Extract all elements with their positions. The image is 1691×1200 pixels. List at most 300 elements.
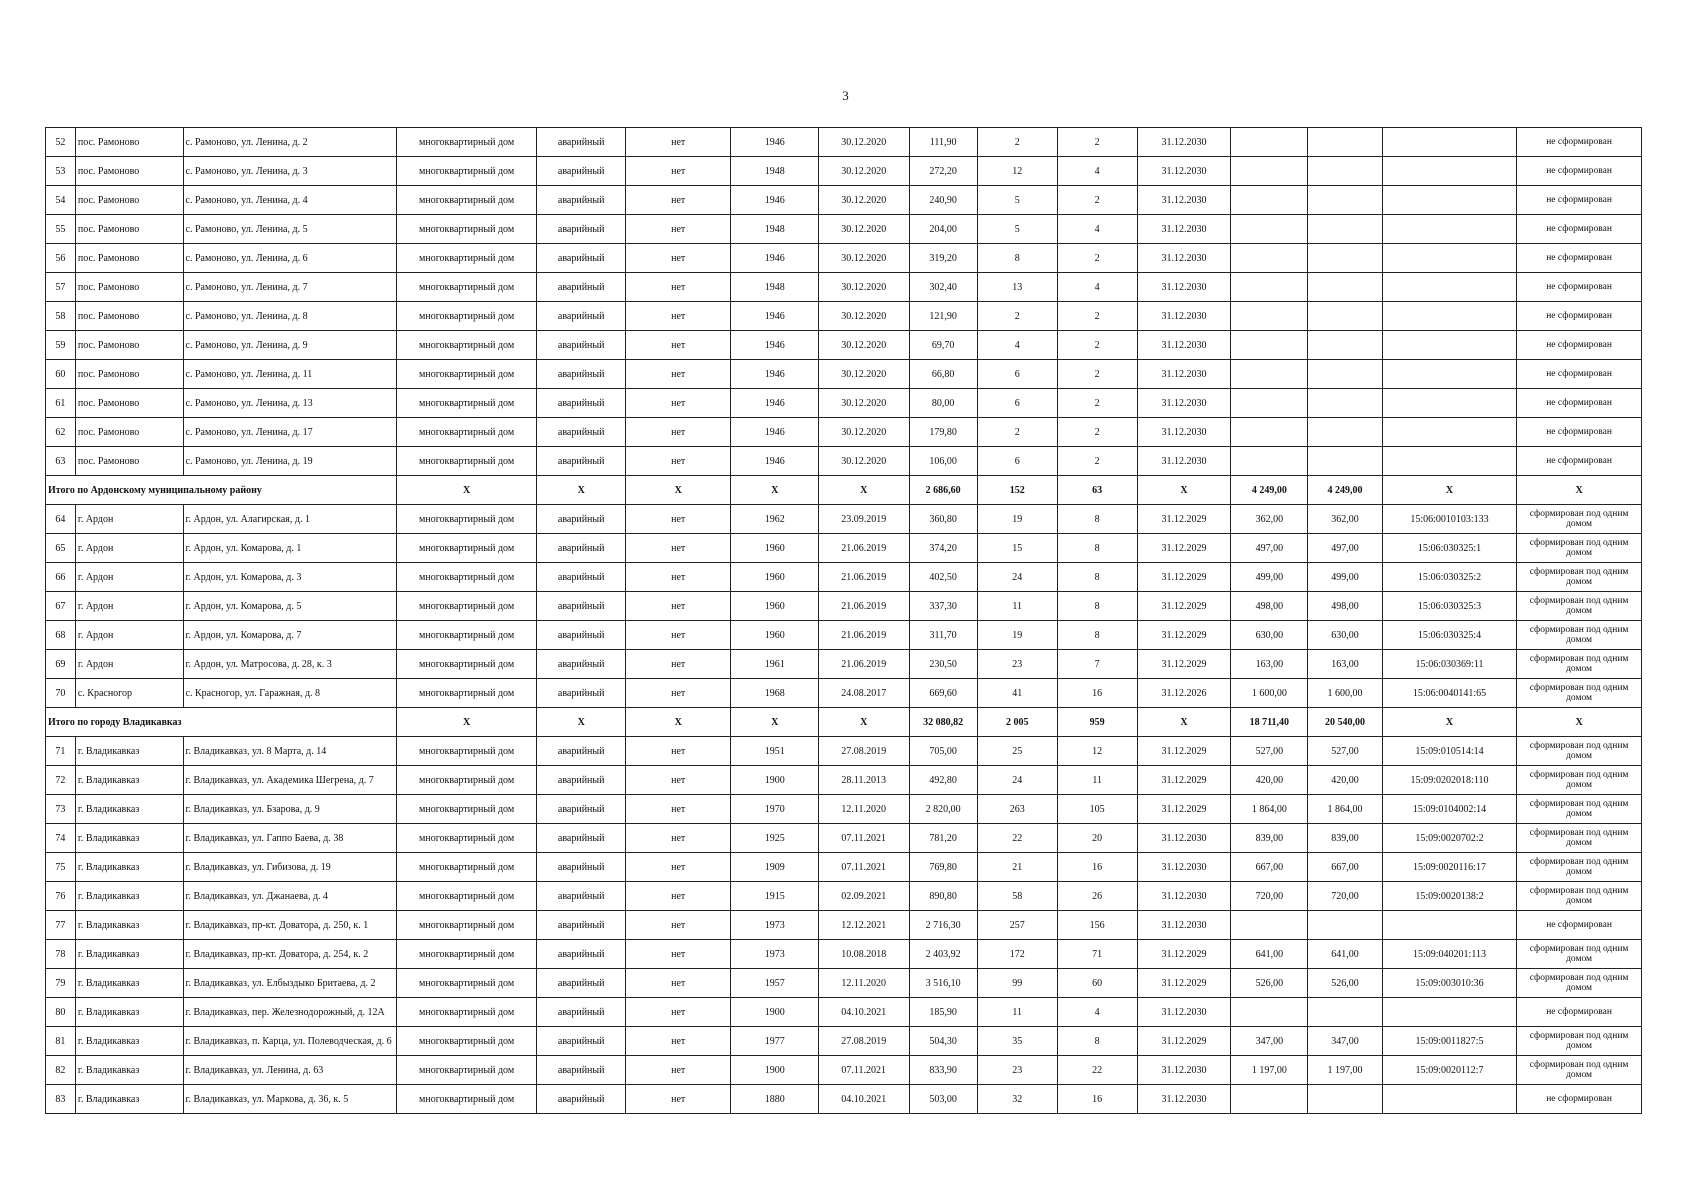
cell-area: 204,00 xyxy=(909,215,977,244)
cell-recognition-date: 12.11.2020 xyxy=(818,795,909,824)
cell-residents: 5 xyxy=(977,186,1057,215)
cell-condition: аварийный xyxy=(537,795,625,824)
cell-land-area: 527,00 xyxy=(1231,737,1308,766)
cell-apartments: 2 xyxy=(1057,128,1137,157)
cell-recognized-status: нет xyxy=(625,302,731,331)
cell-land-area: 526,00 xyxy=(1231,969,1308,998)
table-row xyxy=(46,563,1642,592)
cell-recognition-date: 30.12.2020 xyxy=(818,157,909,186)
cell-cadastral-number xyxy=(1382,447,1516,476)
cell-land-area: 362,00 xyxy=(1231,505,1308,534)
total-cell-condition: X xyxy=(537,708,625,737)
cell-address: г. Владикавказ, ул. Ленина, д. 63 xyxy=(183,1056,396,1085)
cell-recognition-date: 10.08.2018 xyxy=(818,940,909,969)
cell-recognition-date: 30.12.2020 xyxy=(818,128,909,157)
cell-residents: 19 xyxy=(977,621,1057,650)
cell-land-status: сформирован под одним домом xyxy=(1517,766,1642,795)
cell-building-type: многоквартирный дом xyxy=(396,302,537,331)
cell-row-number: 81 xyxy=(46,1027,76,1056)
cell-residents: 11 xyxy=(977,998,1057,1027)
cell-land-area: 1 864,00 xyxy=(1231,795,1308,824)
cell-area: 179,80 xyxy=(909,418,977,447)
cell-cadastral-number: 15:09:0020112:7 xyxy=(1382,1056,1516,1085)
cell-row-number: 67 xyxy=(46,592,76,621)
cell-apartments: 20 xyxy=(1057,824,1137,853)
cell-year-built: 1900 xyxy=(731,1056,818,1085)
cell-land-area-formed: 1 197,00 xyxy=(1308,1056,1383,1085)
cell-land-area xyxy=(1231,215,1308,244)
total-cell-year-built: X xyxy=(731,708,818,737)
cell-land-area-formed: 527,00 xyxy=(1308,737,1383,766)
cell-condition: аварийный xyxy=(537,215,625,244)
cell-year-built: 1948 xyxy=(731,157,818,186)
cell-land-status: сформирован под одним домом xyxy=(1517,1027,1642,1056)
cell-building-type: многоквартирный дом xyxy=(396,447,537,476)
cell-apartments: 2 xyxy=(1057,360,1137,389)
cell-building-type: многоквартирный дом xyxy=(396,360,537,389)
table-row xyxy=(46,331,1642,360)
total-cell-resettlement-deadline: X xyxy=(1137,708,1231,737)
cell-address: г. Владикавказ, пр-кт. Доватора, д. 254, к. 2 xyxy=(183,940,396,969)
table-row xyxy=(46,1085,1642,1114)
cell-recognized-status: нет xyxy=(625,882,731,911)
cell-row-number: 66 xyxy=(46,563,76,592)
cell-cadastral-number: 15:06:030325:3 xyxy=(1382,592,1516,621)
cell-residents: 25 xyxy=(977,737,1057,766)
cell-cadastral-number xyxy=(1382,418,1516,447)
cell-row-number: 52 xyxy=(46,128,76,157)
cell-recognized-status: нет xyxy=(625,418,731,447)
cell-land-area xyxy=(1231,186,1308,215)
cell-row-number: 74 xyxy=(46,824,76,853)
cell-apartments: 4 xyxy=(1057,273,1137,302)
cell-address: с. Рамоново, ул. Ленина, д. 19 xyxy=(183,447,396,476)
cell-row-number: 58 xyxy=(46,302,76,331)
cell-address: г. Ардон, ул. Матросова, д. 28, к. 3 xyxy=(183,650,396,679)
total-cell-land-area-formed: 4 249,00 xyxy=(1308,476,1383,505)
cell-year-built: 1960 xyxy=(731,563,818,592)
total-cell-land-status: X xyxy=(1517,708,1642,737)
table-row xyxy=(46,1027,1642,1056)
cell-year-built: 1951 xyxy=(731,737,818,766)
cell-recognized-status: нет xyxy=(625,969,731,998)
cell-row-number: 68 xyxy=(46,621,76,650)
cell-row-number: 65 xyxy=(46,534,76,563)
total-cell-residents: 152 xyxy=(977,476,1057,505)
cell-condition: аварийный xyxy=(537,1085,625,1114)
cell-condition: аварийный xyxy=(537,505,625,534)
cell-land-area-formed xyxy=(1308,273,1383,302)
cell-residents: 32 xyxy=(977,1085,1057,1114)
cell-land-area-formed xyxy=(1308,186,1383,215)
cell-residents: 2 xyxy=(977,128,1057,157)
cell-building-type: многоквартирный дом xyxy=(396,592,537,621)
cell-condition: аварийный xyxy=(537,911,625,940)
cell-land-status: сформирован под одним домом xyxy=(1517,737,1642,766)
cell-recognition-date: 21.06.2019 xyxy=(818,563,909,592)
cell-land-area-formed: 163,00 xyxy=(1308,650,1383,679)
cell-row-number: 72 xyxy=(46,766,76,795)
cell-recognition-date: 24.08.2017 xyxy=(818,679,909,708)
cell-cadastral-number: 15:09:0011827:5 xyxy=(1382,1027,1516,1056)
cell-building-type: многоквартирный дом xyxy=(396,969,537,998)
cell-condition: аварийный xyxy=(537,650,625,679)
cell-row-number: 82 xyxy=(46,1056,76,1085)
cell-recognition-date: 30.12.2020 xyxy=(818,244,909,273)
cell-land-area: 641,00 xyxy=(1231,940,1308,969)
table-row xyxy=(46,534,1642,563)
cell-land-status: сформирован под одним домом xyxy=(1517,882,1642,911)
cell-address: с. Рамоново, ул. Ленина, д. 7 xyxy=(183,273,396,302)
cell-recognized-status: нет xyxy=(625,505,731,534)
cell-address: с. Рамоново, ул. Ленина, д. 9 xyxy=(183,331,396,360)
cell-condition: аварийный xyxy=(537,853,625,882)
cell-year-built: 1925 xyxy=(731,824,818,853)
cell-apartments: 71 xyxy=(1057,940,1137,969)
cell-resettlement-deadline: 31.12.2030 xyxy=(1137,215,1231,244)
cell-land-status: не сформирован xyxy=(1517,215,1642,244)
cell-building-type: многоквартирный дом xyxy=(396,650,537,679)
cell-cadastral-number: 15:09:010514:14 xyxy=(1382,737,1516,766)
cell-row-number: 61 xyxy=(46,389,76,418)
cell-land-area-formed: 720,00 xyxy=(1308,882,1383,911)
cell-year-built: 1961 xyxy=(731,650,818,679)
cell-apartments: 16 xyxy=(1057,679,1137,708)
cell-recognized-status: нет xyxy=(625,244,731,273)
cell-address: г. Владикавказ, ул. Бзарова, д. 9 xyxy=(183,795,396,824)
cell-area: 106,00 xyxy=(909,447,977,476)
cell-resettlement-deadline: 31.12.2030 xyxy=(1137,1056,1231,1085)
cell-area: 69,70 xyxy=(909,331,977,360)
cell-settlement: г. Ардон xyxy=(75,650,183,679)
cell-row-number: 56 xyxy=(46,244,76,273)
cell-area: 492,80 xyxy=(909,766,977,795)
cell-cadastral-number: 15:06:030325:2 xyxy=(1382,563,1516,592)
cell-settlement: г. Владикавказ xyxy=(75,998,183,1027)
cell-land-area xyxy=(1231,389,1308,418)
cell-building-type: многоквартирный дом xyxy=(396,766,537,795)
cell-address: с. Рамоново, ул. Ленина, д. 13 xyxy=(183,389,396,418)
cell-apartments: 2 xyxy=(1057,418,1137,447)
cell-row-number: 63 xyxy=(46,447,76,476)
cell-recognition-date: 30.12.2020 xyxy=(818,186,909,215)
cell-area: 890,80 xyxy=(909,882,977,911)
cell-row-number: 62 xyxy=(46,418,76,447)
cell-settlement: пос. Рамоново xyxy=(75,128,183,157)
cell-settlement: г. Владикавказ xyxy=(75,1027,183,1056)
cell-resettlement-deadline: 31.12.2030 xyxy=(1137,882,1231,911)
cell-residents: 35 xyxy=(977,1027,1057,1056)
cell-land-area xyxy=(1231,360,1308,389)
cell-land-area-formed: 420,00 xyxy=(1308,766,1383,795)
cell-settlement: г. Владикавказ xyxy=(75,737,183,766)
cell-residents: 23 xyxy=(977,650,1057,679)
table-row xyxy=(46,650,1642,679)
cell-area: 311,70 xyxy=(909,621,977,650)
cell-settlement: г. Владикавказ xyxy=(75,853,183,882)
table-row xyxy=(46,766,1642,795)
cell-residents: 19 xyxy=(977,505,1057,534)
cell-resettlement-deadline: 31.12.2029 xyxy=(1137,1027,1231,1056)
cell-building-type: многоквартирный дом xyxy=(396,1085,537,1114)
cell-resettlement-deadline: 31.12.2030 xyxy=(1137,1085,1231,1114)
cell-year-built: 1960 xyxy=(731,621,818,650)
cell-area: 3 516,10 xyxy=(909,969,977,998)
cell-residents: 5 xyxy=(977,215,1057,244)
cell-settlement: г. Владикавказ xyxy=(75,882,183,911)
cell-recognized-status: нет xyxy=(625,1085,731,1114)
cell-cadastral-number xyxy=(1382,302,1516,331)
cell-apartments: 8 xyxy=(1057,563,1137,592)
cell-settlement: г. Владикавказ xyxy=(75,766,183,795)
cell-condition: аварийный xyxy=(537,737,625,766)
cell-resettlement-deadline: 31.12.2030 xyxy=(1137,911,1231,940)
cell-recognized-status: нет xyxy=(625,563,731,592)
cell-address: г. Ардон, ул. Комарова, д. 7 xyxy=(183,621,396,650)
total-row xyxy=(46,708,1642,737)
cell-land-area xyxy=(1231,302,1308,331)
cell-settlement: г. Ардон xyxy=(75,592,183,621)
cell-area: 230,50 xyxy=(909,650,977,679)
cell-address: г. Владикавказ, ул. Гибизова, д. 19 xyxy=(183,853,396,882)
cell-area: 2 403,92 xyxy=(909,940,977,969)
total-row xyxy=(46,476,1642,505)
cell-apartments: 8 xyxy=(1057,592,1137,621)
cell-residents: 99 xyxy=(977,969,1057,998)
cell-year-built: 1946 xyxy=(731,244,818,273)
cell-area: 833,90 xyxy=(909,1056,977,1085)
cell-resettlement-deadline: 31.12.2030 xyxy=(1137,360,1231,389)
cell-land-area-formed: 667,00 xyxy=(1308,853,1383,882)
cell-row-number: 78 xyxy=(46,940,76,969)
cell-resettlement-deadline: 31.12.2029 xyxy=(1137,592,1231,621)
cell-land-status: сформирован под одним домом xyxy=(1517,621,1642,650)
cell-land-area-formed xyxy=(1308,418,1383,447)
cell-land-status: не сформирован xyxy=(1517,1085,1642,1114)
cell-resettlement-deadline: 31.12.2030 xyxy=(1137,853,1231,882)
cell-resettlement-deadline: 31.12.2029 xyxy=(1137,737,1231,766)
cell-settlement: г. Ардон xyxy=(75,563,183,592)
cell-cadastral-number xyxy=(1382,331,1516,360)
cell-apartments: 4 xyxy=(1057,998,1137,1027)
cell-resettlement-deadline: 31.12.2029 xyxy=(1137,940,1231,969)
cell-recognized-status: нет xyxy=(625,998,731,1027)
cell-cadastral-number xyxy=(1382,128,1516,157)
cell-apartments: 2 xyxy=(1057,447,1137,476)
cell-cadastral-number xyxy=(1382,911,1516,940)
cell-cadastral-number: 15:06:0040141:65 xyxy=(1382,679,1516,708)
cell-row-number: 73 xyxy=(46,795,76,824)
total-cell-year-built: X xyxy=(731,476,818,505)
cell-address: с. Рамоново, ул. Ленина, д. 8 xyxy=(183,302,396,331)
cell-condition: аварийный xyxy=(537,1027,625,1056)
cell-row-number: 57 xyxy=(46,273,76,302)
cell-land-area: 420,00 xyxy=(1231,766,1308,795)
cell-land-area: 163,00 xyxy=(1231,650,1308,679)
cell-building-type: многоквартирный дом xyxy=(396,157,537,186)
cell-land-status: не сформирован xyxy=(1517,186,1642,215)
cell-settlement: пос. Рамоново xyxy=(75,418,183,447)
cell-recognized-status: нет xyxy=(625,737,731,766)
cell-recognition-date: 21.06.2019 xyxy=(818,592,909,621)
cell-address: г. Владикавказ, пр-кт. Доватора, д. 250, к. 1 xyxy=(183,911,396,940)
cell-address: с. Рамоново, ул. Ленина, д. 4 xyxy=(183,186,396,215)
cell-resettlement-deadline: 31.12.2030 xyxy=(1137,418,1231,447)
cell-recognized-status: нет xyxy=(625,940,731,969)
table-row xyxy=(46,737,1642,766)
cell-area: 80,00 xyxy=(909,389,977,418)
cell-land-area xyxy=(1231,418,1308,447)
cell-address: г. Ардон, ул. Комарова, д. 1 xyxy=(183,534,396,563)
cell-land-status: сформирован под одним домом xyxy=(1517,679,1642,708)
cell-land-area-formed: 839,00 xyxy=(1308,824,1383,853)
cell-land-area xyxy=(1231,244,1308,273)
cell-recognition-date: 21.06.2019 xyxy=(818,534,909,563)
cell-condition: аварийный xyxy=(537,766,625,795)
table-row xyxy=(46,215,1642,244)
table-row xyxy=(46,128,1642,157)
cell-cadastral-number: 15:09:040201:113 xyxy=(1382,940,1516,969)
cell-land-area: 498,00 xyxy=(1231,592,1308,621)
cell-land-status: не сформирован xyxy=(1517,128,1642,157)
cell-recognized-status: нет xyxy=(625,621,731,650)
cell-recognition-date: 23.09.2019 xyxy=(818,505,909,534)
total-label: Итого по Ардонскому муниципальному району xyxy=(46,476,397,505)
cell-residents: 11 xyxy=(977,592,1057,621)
cell-apartments: 11 xyxy=(1057,766,1137,795)
cell-condition: аварийный xyxy=(537,128,625,157)
cell-settlement: пос. Рамоново xyxy=(75,360,183,389)
cell-settlement: г. Владикавказ xyxy=(75,911,183,940)
cell-apartments: 26 xyxy=(1057,882,1137,911)
cell-year-built: 1946 xyxy=(731,447,818,476)
cell-condition: аварийный xyxy=(537,882,625,911)
cell-cadastral-number xyxy=(1382,1085,1516,1114)
cell-apartments: 2 xyxy=(1057,389,1137,418)
cell-address: г. Владикавказ, ул. Гаппо Баева, д. 38 xyxy=(183,824,396,853)
cell-condition: аварийный xyxy=(537,157,625,186)
cell-settlement: пос. Рамоново xyxy=(75,186,183,215)
cell-building-type: многоквартирный дом xyxy=(396,679,537,708)
cell-recognition-date: 30.12.2020 xyxy=(818,360,909,389)
cell-recognized-status: нет xyxy=(625,679,731,708)
cell-recognition-date: 27.08.2019 xyxy=(818,1027,909,1056)
table-row xyxy=(46,998,1642,1027)
cell-apartments: 7 xyxy=(1057,650,1137,679)
total-cell-land-area: 4 249,00 xyxy=(1231,476,1308,505)
cell-cadastral-number: 15:09:003010:36 xyxy=(1382,969,1516,998)
cell-residents: 6 xyxy=(977,389,1057,418)
cell-building-type: многоквартирный дом xyxy=(396,331,537,360)
cell-residents: 15 xyxy=(977,534,1057,563)
cell-land-area-formed: 362,00 xyxy=(1308,505,1383,534)
cell-recognized-status: нет xyxy=(625,128,731,157)
housing-register-table xyxy=(45,127,1642,1114)
total-cell-land-area-formed: 20 540,00 xyxy=(1308,708,1383,737)
cell-year-built: 1915 xyxy=(731,882,818,911)
cell-year-built: 1970 xyxy=(731,795,818,824)
cell-residents: 4 xyxy=(977,331,1057,360)
cell-settlement: г. Ардон xyxy=(75,621,183,650)
cell-land-status: сформирован под одним домом xyxy=(1517,650,1642,679)
cell-apartments: 2 xyxy=(1057,186,1137,215)
cell-year-built: 1909 xyxy=(731,853,818,882)
cell-recognized-status: нет xyxy=(625,331,731,360)
cell-address: г. Владикавказ, ул. Джанаева, д. 4 xyxy=(183,882,396,911)
cell-resettlement-deadline: 31.12.2029 xyxy=(1137,969,1231,998)
cell-year-built: 1946 xyxy=(731,128,818,157)
cell-resettlement-deadline: 31.12.2030 xyxy=(1137,331,1231,360)
cell-cadastral-number: 15:09:0020116:17 xyxy=(1382,853,1516,882)
cell-recognition-date: 12.12.2021 xyxy=(818,911,909,940)
cell-recognized-status: нет xyxy=(625,534,731,563)
cell-cadastral-number xyxy=(1382,186,1516,215)
cell-building-type: многоквартирный дом xyxy=(396,505,537,534)
cell-apartments: 105 xyxy=(1057,795,1137,824)
cell-land-area xyxy=(1231,273,1308,302)
table-row xyxy=(46,592,1642,621)
cell-residents: 263 xyxy=(977,795,1057,824)
cell-building-type: многоквартирный дом xyxy=(396,534,537,563)
cell-cadastral-number: 15:06:030369:11 xyxy=(1382,650,1516,679)
cell-area: 769,80 xyxy=(909,853,977,882)
total-cell-recognized-status: X xyxy=(625,708,731,737)
cell-settlement: пос. Рамоново xyxy=(75,447,183,476)
cell-area: 503,00 xyxy=(909,1085,977,1114)
cell-condition: аварийный xyxy=(537,447,625,476)
cell-land-area-formed: 499,00 xyxy=(1308,563,1383,592)
cell-area: 240,90 xyxy=(909,186,977,215)
cell-resettlement-deadline: 31.12.2030 xyxy=(1137,389,1231,418)
total-cell-cadastral-number: X xyxy=(1382,476,1516,505)
cell-area: 705,00 xyxy=(909,737,977,766)
cell-address: г. Владикавказ, ул. Маркова, д. 36, к. 5 xyxy=(183,1085,396,1114)
cell-residents: 172 xyxy=(977,940,1057,969)
cell-row-number: 53 xyxy=(46,157,76,186)
total-cell-condition: X xyxy=(537,476,625,505)
cell-resettlement-deadline: 31.12.2030 xyxy=(1137,998,1231,1027)
cell-area: 66,80 xyxy=(909,360,977,389)
cell-row-number: 76 xyxy=(46,882,76,911)
cell-year-built: 1957 xyxy=(731,969,818,998)
cell-residents: 58 xyxy=(977,882,1057,911)
cell-apartments: 12 xyxy=(1057,737,1137,766)
cell-condition: аварийный xyxy=(537,273,625,302)
cell-land-area-formed: 526,00 xyxy=(1308,969,1383,998)
cell-row-number: 54 xyxy=(46,186,76,215)
cell-recognized-status: нет xyxy=(625,1056,731,1085)
cell-row-number: 69 xyxy=(46,650,76,679)
total-label: Итого по городу Владикавказ xyxy=(46,708,397,737)
cell-address: г. Владикавказ, ул. Елбыздыко Бритаева, д. 2 xyxy=(183,969,396,998)
cell-building-type: многоквартирный дом xyxy=(396,273,537,302)
cell-building-type: многоквартирный дом xyxy=(396,1027,537,1056)
cell-settlement: пос. Рамоново xyxy=(75,389,183,418)
cell-area: 185,90 xyxy=(909,998,977,1027)
cell-apartments: 8 xyxy=(1057,621,1137,650)
cell-land-area-formed xyxy=(1308,331,1383,360)
cell-land-area: 630,00 xyxy=(1231,621,1308,650)
cell-recognized-status: нет xyxy=(625,447,731,476)
cell-year-built: 1946 xyxy=(731,331,818,360)
cell-residents: 24 xyxy=(977,563,1057,592)
table-row xyxy=(46,911,1642,940)
cell-land-area-formed xyxy=(1308,215,1383,244)
table-row xyxy=(46,389,1642,418)
cell-residents: 21 xyxy=(977,853,1057,882)
cell-cadastral-number xyxy=(1382,273,1516,302)
cell-condition: аварийный xyxy=(537,534,625,563)
